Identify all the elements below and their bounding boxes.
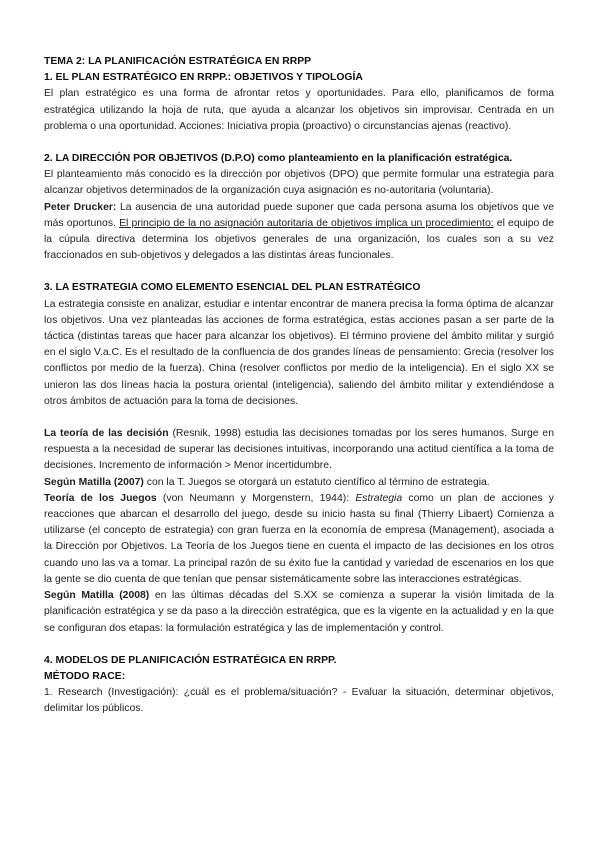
race-research-paragraph: 1. Research (Investigación): ¿cuál es el problema/situación? - Evaluar la situación, determinar objetivos, delimitar los públicos. (44, 687, 554, 715)
section-2-heading: 2. LA DIRECCIÓN POR OBJETIVOS (D.P.O) como planteamiento en la planificación estratégica. (44, 153, 513, 165)
matilla-2008-label: Según Matilla (2008) (44, 590, 150, 602)
teoria-juegos-label: Teoría de los Juegos (44, 492, 157, 504)
section-1 (44, 70, 554, 135)
section-3-heading: 3. LA ESTRATEGIA COMO ELEMENTO ESENCIAL DEL PLAN ESTRATÉGICO (44, 282, 421, 294)
teoria-decision-label: La teoría de las decisión (44, 428, 169, 440)
drucker-label: Peter Drucker: (44, 201, 117, 213)
drucker-rest: el equipo de la cúpula directiva determina los objetivos generales de una organización, los cuales son a su vez fraccionados en sub-objetivos y delegados a las distintas áreas funcionales. (44, 217, 554, 262)
teoria-juegos-italic: Estrategia (355, 492, 403, 504)
teoria-decision-paragraph (44, 426, 554, 475)
section-3-paragraph: La estrategia consiste en analizar, estudiar e intentar encontrar de manera precisa la forma óptima de alcanzar los objetivos. Una vez planteadas las acciones de forma estratégica, estas acciones pasan a ser parte de la táctica (distintas tareas que hacer para alcanzar los objetivos). El término proviene del ámbito militar y surgió en el siglo V.a.C. Es el resultado de la confluencia de dos grandes líneas de pensamiento: Grecia (resolver los conflictos por medio de la fuerza). China (resolver conflictos por medio de la inteligencia). En el siglo XX se unieron las dos líneas hacia la postura oriental (inteligencia), saliendo del ámbito militar y extendiéndose a otros ámbitos de actuación para la toma de decisiones. (44, 298, 555, 407)
matilla-2007-text: con la T. Juegos se otorgará un estatuto científico al término de estrategia. (143, 476, 490, 488)
teoria-decision-text: (Resnik, 1998) estudia las decisiones tomadas por los seres humanos. Surge en respuesta a la necesidad de superar las decisiones intuitivas, incorporando una actitud científica a la toma de decisiones. Incremento de información > Menor incertidumbre. (44, 428, 554, 472)
teoria-juegos-text-1: (von Neumann y Morgenstern, 1944): (156, 492, 356, 504)
matilla-2008-paragraph (44, 588, 554, 637)
matilla-2008-text: en las últimas décadas del S.XX se comienza a superar la visión limitada de la planificación estratégica y se da paso a la dirección estratégica, que es la vigente en la actualidad y en la que se configuran dos etapas: la formulación estratégica y las de implementación y control. (44, 590, 554, 634)
matilla-2007-label: Según Matilla (2007) (44, 476, 144, 488)
drucker-underlined-text: El principio de la no asignación autoritaria de objetivos implica un procedimiento: (119, 217, 494, 229)
section-3 (44, 280, 554, 636)
drucker-text: La ausencia de una autoridad puede suponer que cada persona asuma los objetivos que ve más oportunos. (44, 201, 554, 229)
section-4-heading: 4. MODELOS DE PLANIFICACIÓN ESTRATÉGICA EN RRPP. (44, 654, 337, 666)
drucker-paragraph (44, 200, 554, 265)
section-1-paragraph: El plan estratégico es una forma de afrontar retos y oportunidades. Para ello, planificamos de forma estratégica utilizando la hoja de ruta, que ayuda a alcanzar los objetivos sin improvisar. Centrada en un problema o una oportunidad. Acciones: Iniciativa propia (proactivo) o circunstancias ajenas (reactivo). (44, 88, 554, 132)
section-4 (44, 653, 554, 718)
section-1-heading: 1. EL PLAN ESTRATÉGICO EN RRPP.: OBJETIVOS Y TIPOLOGÍA (44, 72, 363, 84)
section-2 (44, 151, 554, 264)
teoria-juegos-paragraph (44, 491, 554, 588)
matilla-2007-paragraph (44, 475, 554, 491)
section-2-paragraph: El planteamiento más conocido es la dirección por objetivos (DPO) que permite formular una estrategia para alcanzar objetivos determinados de la organización cuya asignación es no-autoritaria (voluntaria). (44, 169, 554, 197)
document-title: TEMA 2: LA PLANIFICACIÓN ESTRATÉGICA EN RRPP (44, 56, 312, 67)
teoria-juegos-text-2: como un plan de acciones y reacciones que abarcan el desarrollo del juego, desde su inicio hasta su final (Thierry Libaert) Comienza a utilizarse (el concepto de estrategia) con gran fuerza en la economía de empresa (Management), asociada a la Dirección por Objetivos. La Teoría de los Juegos tiene en cuenta el impacto de las decisiones en los otros cuando uno las va a tomar. La principal razón de su éxito fue la cantidad y variedad de escenarios en los que la gente se dio cuenta de que tenían que pensar sistemáticamente sobre las interacciones estratégicas. (44, 492, 554, 585)
race-method-heading: MÉTODO RACE: (44, 670, 126, 682)
